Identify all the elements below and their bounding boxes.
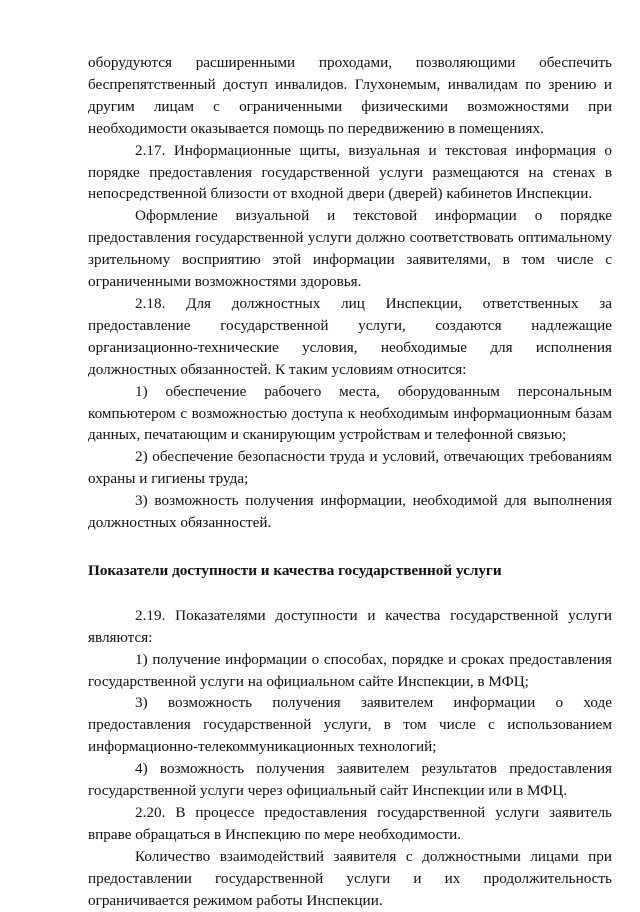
list-item-progress-info: 3) возможность получения заявителем информации о ходе предоставления государственной услуги, в том числе с использованием информационно-телекоммуникационных технологий; <box>88 694 612 756</box>
paragraph-2-20: 2.20. В процессе предоставления государственной услуги заявитель вправе обращаться в Инспекцию по мере необходимости. <box>88 804 612 843</box>
paragraph-accessibility-passages: оборудуются расширенными проходами, позволяющими обеспечить беспрепятственный доступ инвалидов. Глухонемым, инвалидам по зрению и другим лицам с ограниченными физическими возможностями при необходимости оказывается помощь по передвижению в помещениях. <box>88 54 612 137</box>
list-item-workplace: 1) обеспечение рабочего места, оборудованным персональным компьютером с возможностью доступа к необходимым информационным базам данных, печатающим и сканирующим устройствам и телефонной связью; <box>88 382 612 444</box>
section-heading: Показатели доступности и качества государственной услуги <box>88 561 502 579</box>
document-page <box>88 52 612 912</box>
paragraph-visual-info: Оформление визуальной и текстовой информации о порядке предоставления государственной услуги должно соответствовать оптимальному зрительному восприятию этой информации заявителями, в том числе с ограниченными возможностями здоровья. <box>88 207 612 291</box>
list-item-information: 3) возможность получения информации, необходимой для выполнения должностных обязанностей. <box>88 492 612 532</box>
list-item-info-methods: 1) получение информации о способах, порядке и сроках предоставления государственной услуги на официальном сайте Инспекции, в МФЦ; <box>88 650 612 690</box>
paragraph-interactions: Количество взаимодействий заявителя с должностными лицами при предоставлении государственной услуги и их продолжительность ограничивается режимом работы Инспекции. <box>88 847 612 909</box>
paragraph-2-19: 2.19. Показателями доступности и качества государственной услуги являются: <box>88 606 612 646</box>
list-item-results: 4) возможность получения заявителем результатов предоставления государственной услуги через официальный сайт Инспекции или в МФЦ. <box>88 760 612 800</box>
paragraph-2-17: 2.17. Информационные щиты, визуальная и текстовая информация о порядке предоставления государственной услуги размещаются на стенах в непосредственной близости от входной двери (дверей) кабинетов Инспекции. <box>88 141 612 203</box>
list-item-safety: 2) обеспечение безопасности труда и условий, отвечающих требованиям охраны и гигиены труда; <box>88 448 612 488</box>
paragraph-2-18: 2.18. Для должностных лиц Инспекции, ответственных за предоставление государственной услуги, создаются надлежащие организационно-технические условия, необходимые для исполнения должностных обязанностей. К таким условиям относится: <box>88 294 612 378</box>
